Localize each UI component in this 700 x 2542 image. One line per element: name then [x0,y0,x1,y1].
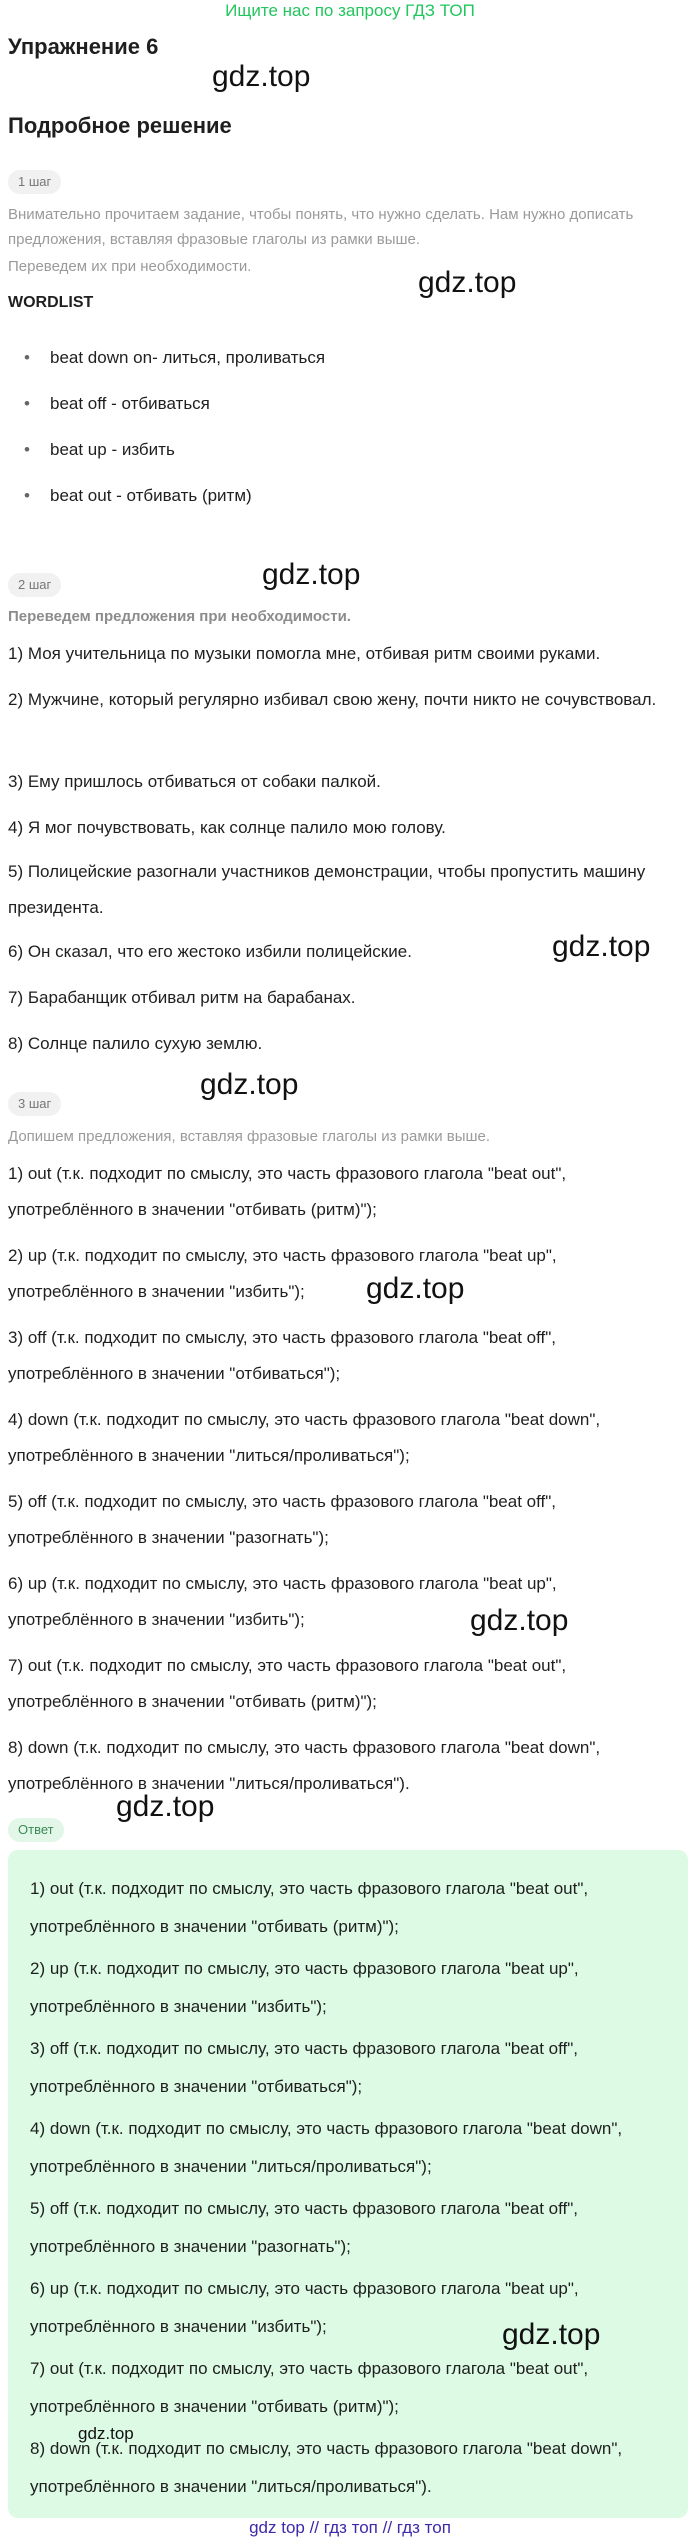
answer-item: 8) down (т.к. подходит по смыслу, это часть фразового глагола "beat down", употреблённого в значении "литься/проливаться"). [30,2439,623,2496]
bullet-icon: • [24,394,30,413]
section-title: Подробное решение [8,113,232,138]
watermark: gdz.top [366,1272,465,1305]
watermark: gdz.top [200,1068,299,1101]
sentence: 6) Он сказал, что его жестоко избили полицейские. [8,942,412,961]
wordlist-item: • beat out - отбивать (ритм) [24,484,252,508]
answer-item: 7) out (т.к. подходит по смыслу, это часть фразового глагола "beat out", употреблённого в значении "отбивать (ритм)"); [30,2359,589,2416]
wordlist-item: • beat up - избить [24,438,175,462]
step1-intro: Внимательно прочитаем задание, чтобы понять, что нужно сделать. Нам нужно дописать предложения, вставляя фразовые глаголы из рамки выше. [8,206,634,248]
sentence: 1) Моя учительница по музыки помогла мне, отбивая ритм своими руками. [8,644,601,663]
bullet-icon: • [24,440,30,459]
step3-item: 7) out (т.к. подходит по смыслу, это часть фразового глагола "beat out", употреблённого в значении "отбивать (ритм)"); [8,1656,567,1711]
watermark: gdz.top [262,558,361,591]
sentence: 3) Ему пришлось отбиваться от собаки палкой. [8,772,381,791]
step1-note: Переведем их при необходимости. [8,258,252,275]
step3-item: 4) down (т.к. подходит по смыслу, это часть фразового глагола "beat down", употреблённого в значении "литься/проливаться"); [8,1410,601,1465]
watermark: gdz.top [116,1790,215,1823]
step3-item: 1) out (т.к. подходит по смыслу, это часть фразового глагола "beat out", употреблённого в значении "отбивать (ритм)"); [8,1164,567,1219]
sentence: 7) Барабанщик отбивал ритм на барабанах. [8,988,356,1007]
sentence: 8) Солнце палило сухую землю. [8,1034,263,1053]
sentence: 2) Мужчине, который регулярно избивал свою жену, почти никто не сочувствовал. [8,690,657,709]
watermark: gdz.top [212,60,311,93]
page-title: Упражнение 6 [8,34,159,59]
watermark: gdz.top [470,1604,569,1637]
answer-item: 6) up (т.к. подходит по смыслу, это часть фразового глагола "beat up", употреблённого в значении "избить"); [30,2279,579,2336]
step-badge-3: 3 шаг [8,1092,61,1116]
step3-item: 5) off (т.к. подходит по смыслу, это часть фразового глагола "beat off", употреблённого в значении "разогнать"); [8,1492,557,1547]
answer-badge: Ответ [8,1818,64,1842]
answer-item: 2) up (т.к. подходит по смыслу, это часть фразового глагола "beat up", употреблённого в значении "избить"); [30,1959,579,2016]
wordlist-item: • beat down on- литься, проливаться [24,346,325,370]
step3-item: 6) up (т.к. подходит по смыслу, это часть фразового глагола "beat up", употреблённого в значении "избить"); [8,1574,557,1629]
step3-intro: Допишем предложения, вставляя фразовые глаголы из рамки выше. [8,1128,491,1145]
step2-intro: Переведем предложения при необходимости. [8,608,351,625]
watermark: gdz.top [418,266,517,299]
wordlist-item: • beat off - отбиваться [24,392,210,416]
answer-item: 3) off (т.к. подходит по смыслу, это часть фразового глагола "beat off", употреблённого в значении "отбиваться"); [30,2039,579,2096]
bullet-icon: • [24,348,30,367]
step3-item: 2) up (т.к. подходит по смыслу, это часть фразового глагола "beat up", употреблённого в значении "избить"); [8,1246,557,1301]
bullet-icon: • [24,486,30,505]
watermark: gdz.top [552,930,651,963]
sentence: 4) Я мог почувствовать, как солнце палило мою голову. [8,818,446,837]
step3-item: 3) off (т.к. подходит по смыслу, это часть фразового глагола "beat off", употреблённого в значении "отбиваться"); [8,1328,557,1383]
answer-item: 5) off (т.к. подходит по смыслу, это часть фразового глагола "beat off", употреблённого в значении "разогнать"); [30,2199,579,2256]
footer-links[interactable]: gdz top // гдз топ // гдз топ [249,2518,451,2537]
answer-item: 1) out (т.к. подходит по смыслу, это часть фразового глагола "beat out", употреблённого в значении "отбивать (ритм)"); [30,1879,589,1936]
step-badge-2: 2 шаг [8,573,61,597]
wordlist-title: WORDLIST [8,294,94,311]
step-badge-1: 1 шаг [8,170,61,194]
sentence: 5) Полицейские разогнали участников демонстрации, чтобы пропустить машину президента. [8,862,646,917]
search-banner: Ищите нас по запросу ГДЗ ТОП [225,1,475,20]
answer-item: 4) down (т.к. подходит по смыслу, это часть фразового глагола "beat down", употреблённого в значении "литься/проливаться"); [30,2119,623,2176]
step3-item: 8) down (т.к. подходит по смыслу, это часть фразового глагола "beat down", употреблённого в значении "литься/проливаться"). [8,1738,601,1793]
watermark: gdz.top [502,2318,601,2351]
watermark: gdz.top [78,2424,134,2443]
